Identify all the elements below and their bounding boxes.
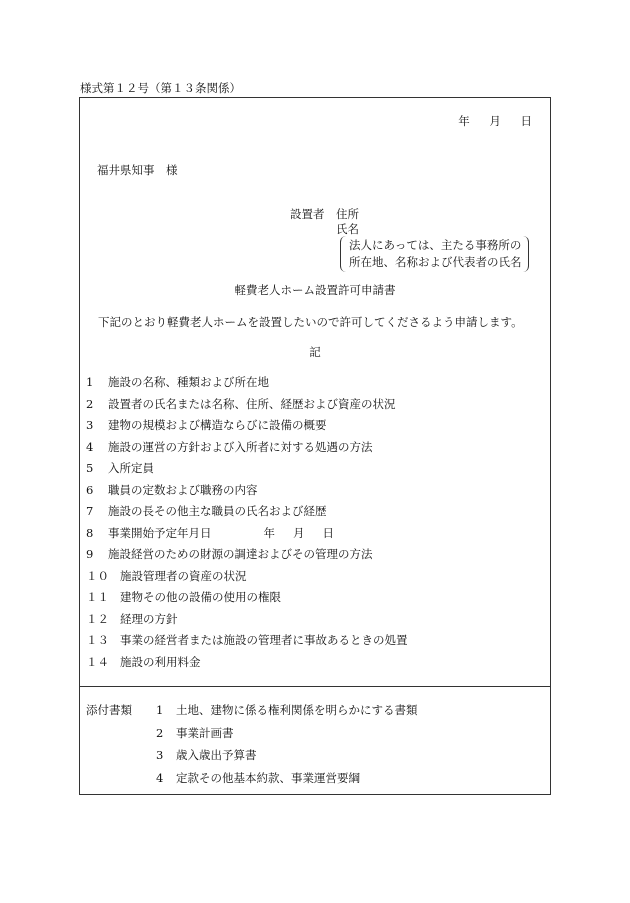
attachment-number: 2	[156, 725, 164, 740]
item-number: 5	[86, 461, 94, 475]
item-text: 建物の規模および構造ならびに設備の概要	[108, 418, 327, 432]
item-text: 建物その他の設備の使用の権限	[120, 590, 281, 604]
item-number: 9	[86, 547, 94, 561]
attachments-label: 添付書類	[86, 703, 132, 717]
list-item	[86, 652, 408, 674]
list-item	[86, 544, 408, 566]
item-number: １３	[86, 633, 109, 647]
item-text: 職員の定数および職務の内容	[108, 482, 258, 497]
list-item	[86, 480, 408, 502]
attachment-list	[156, 702, 418, 792]
date-day: 日	[520, 114, 532, 128]
item-text: 事業の経営者または施設の管理者に事故あるときの処置	[120, 633, 408, 647]
start-date-day: 日	[322, 525, 334, 540]
list-item	[86, 394, 408, 416]
item-number: 4	[86, 439, 94, 454]
item-number: 2	[86, 396, 94, 411]
item-text: 施設の利用料金	[120, 654, 201, 669]
item-list	[86, 372, 408, 673]
item-text: 設置者の氏名または名称、住所、経歴および資産の状況	[108, 396, 396, 411]
attachment-number: 1	[156, 703, 164, 717]
list-item	[86, 523, 408, 545]
item-text: 施設の名称、種類および所在地	[108, 375, 269, 389]
address-label: 住所	[336, 207, 359, 221]
date-year: 年	[458, 114, 470, 128]
section-divider	[80, 686, 550, 687]
item-text: 経理の方針	[120, 611, 178, 626]
list-item	[86, 587, 408, 609]
start-date	[264, 523, 335, 545]
item-number: １２	[86, 611, 109, 626]
list-item	[86, 609, 408, 631]
item-number: 3	[86, 418, 94, 432]
item-text: 施設管理者の資産の状況	[120, 568, 247, 583]
item-number: １４	[86, 654, 109, 669]
list-item	[86, 415, 408, 437]
item-text: 入所定員	[108, 461, 154, 475]
attachment-item	[156, 725, 418, 748]
item-text: 施設経営のための財源の調達およびその管理の方法	[108, 547, 373, 561]
item-number: 7	[86, 504, 94, 518]
name-label: 氏名	[336, 222, 359, 236]
item-number: 8	[86, 525, 94, 540]
application-form	[79, 97, 551, 795]
list-item	[86, 501, 408, 523]
list-item	[86, 630, 408, 652]
attachment-item	[156, 770, 418, 793]
form-number: 様式第１２号（第１３条関係）	[80, 81, 241, 95]
corporate-note-line2: 所在地、名称および代表者の氏名	[349, 255, 522, 269]
start-date-year: 年	[263, 525, 275, 540]
corporate-note	[340, 236, 529, 272]
item-number: 6	[86, 482, 94, 497]
ki-heading: 記	[309, 345, 321, 359]
list-item	[86, 458, 408, 480]
addressee: 福井県知事 様	[97, 163, 178, 177]
list-item	[86, 437, 408, 459]
attachment-text: 定款その他基本約款、事業運営要綱	[176, 770, 360, 785]
attachment-number: 3	[156, 748, 164, 762]
attachment-text: 土地、建物に係る権利関係を明らかにする書類	[176, 703, 418, 717]
item-text: 施設の運営の方針および入所者に対する処遇の方法	[108, 439, 373, 454]
document-title: 軽費老人ホーム設置許可申請書	[234, 283, 396, 297]
list-item	[86, 566, 408, 588]
attachment-item	[156, 747, 418, 770]
date-line	[80, 113, 532, 129]
item-text: 事業開始予定年月日	[108, 525, 212, 540]
attachment-item	[156, 702, 418, 725]
attachment-number: 4	[156, 770, 164, 785]
item-text: 施設の長その他主な職員の氏名および経歴	[108, 504, 327, 518]
corporate-note-line1: 法人にあっては、主たる事務所の	[349, 238, 522, 252]
item-number: １１	[86, 590, 109, 604]
item-number: １０	[86, 568, 109, 583]
item-number: 1	[86, 375, 94, 389]
request-statement: 下記のとおり軽費老人ホームを設置したいので許可してくださるよう申請します。	[98, 315, 523, 329]
date-month: 月	[489, 114, 501, 128]
applicant-label: 設置者	[290, 207, 325, 221]
list-item	[86, 372, 408, 394]
attachment-text: 事業計画書	[176, 725, 234, 740]
start-date-month: 月	[293, 525, 305, 540]
attachment-text: 歳入歳出予算書	[176, 748, 257, 762]
